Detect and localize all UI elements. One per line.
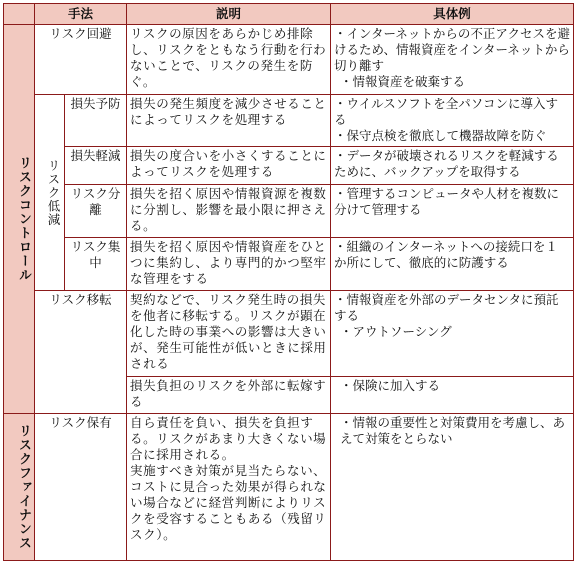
example-mitigate [331,147,574,184]
example-line: ・インターネットからの不正アクセスを避けるため、情報資産をインターネットから切り離す [334,26,571,73]
example-line: ・保守点検を徹底して機器故障を防ぐ [334,128,547,144]
example-transfer [331,290,574,376]
description-retain: 自ら責任を負い、損失を負担する。リスクがあまり大きくない場合に採用される。 実施すべき対策が見当たらない、コストに見合った効果が得られない場合などに経営判断によりリスクを受容することもある（残留リスク）。 [127,414,331,561]
method-avoid: リスク回避 [35,25,127,95]
example-line: ・情報資産を破棄する [340,74,466,89]
example-separate [331,184,574,237]
description-transfer: 契約などで、リスク発生時の損失を他者に移転する。リスクが顕在化した時の事業への影響は大きいが、発生可能性が低いときに採用される [127,290,331,376]
example-concentrate [331,237,574,290]
description-separate: 損失を招く原因や情報資源を複数に分割し、影響を最小限に押さえる。 [127,184,331,237]
method-transfer: リスク移転 [35,290,127,413]
example-avoid [331,25,574,95]
example-line: ・情報資産を外部のデータセンタに預託する [334,291,559,323]
method-mitigate: 損失軽減 [65,147,127,184]
header-row [4,4,574,25]
row-separate [4,184,574,237]
row-avoid [4,25,574,95]
description-prevent: 損失の発生頻度を減少させることによってリスクを処理する [127,95,331,147]
example-transfer-finance [331,377,574,414]
header-blank [4,4,35,25]
example-line: ・管理するコンピュータや人材を複数に分けて管理する [334,185,560,217]
example-line: ・組織のインターネットへの接続口を１か所にして、徹底的に防護する [334,238,558,270]
risk-management-table [3,3,574,561]
example-line: ・保険に加入する [340,378,441,394]
method-retain: リスク保有 [35,414,127,561]
method-separate: リスク分離 [65,184,127,237]
description-transfer-finance: 損失負担のリスクを外部に転嫁する [127,377,331,414]
header-example: 具体例 [331,4,574,25]
example-retain [331,414,574,561]
example-line: ・アウトソーシング [340,323,452,339]
example-line: ・ウイルスソフトを全パソコンに導入する [334,96,559,128]
description-concentrate: 損失を招く原因や情報資産をひとつに集約し、より専門的かつ堅牢な管理をする [127,237,331,290]
method-concentrate: リスク集中 [65,237,127,290]
category-risk-finance: リスクファイナンス [4,414,35,561]
example-line: ・情報の重要性と対策費用を考慮し、あえて対策をとらない [340,415,566,447]
example-prevent [331,95,574,147]
header-description: 説明 [127,4,331,25]
description-avoid: リスクの原因をあらかじめ排除し、リスクをともなう行動を行わないことで、リスクの発生を防ぐ。 [127,25,331,95]
description-mitigate: 損失の度合いを小さくすることによってリスクを処理する [127,147,331,184]
row-concentrate [4,237,574,290]
row-retain [4,414,574,561]
row-transfer [4,290,574,376]
method-reduce: リスク低減 [35,95,65,291]
method-prevent: 損失予防 [65,95,127,147]
category-risk-control: リスクコントロール [4,25,35,414]
row-prevent [4,95,574,147]
row-mitigate [4,147,574,184]
header-method: 手法 [35,4,127,25]
example-line: ・データが破壊されるリスクを軽減するために、バックアップを取得する [334,148,559,180]
